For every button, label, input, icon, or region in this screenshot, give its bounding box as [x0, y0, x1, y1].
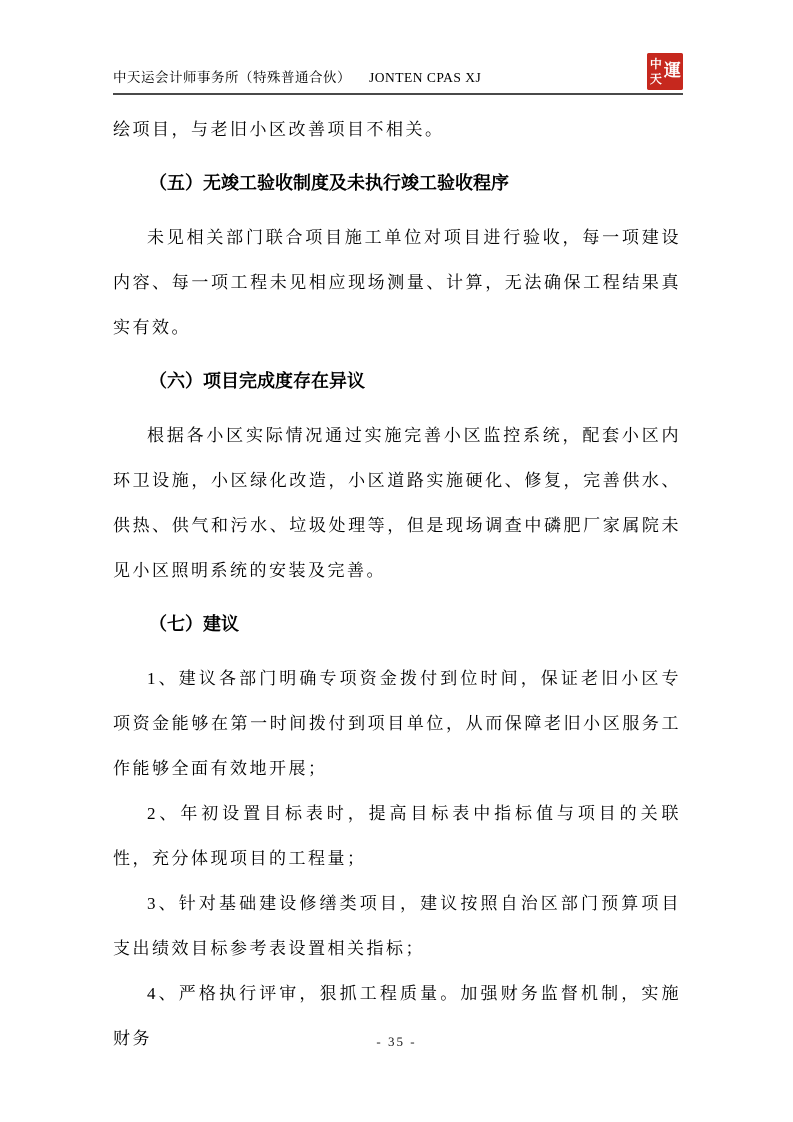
firm-name-english: JONTEN CPAS XJ	[369, 70, 482, 85]
document-body	[113, 107, 681, 1061]
suggestion-item-2: 2、年初设置目标表时，提高目标表中指标值与项目的关联性，充分体现项目的工程量；	[113, 804, 681, 868]
page-number: - 35 -	[376, 1034, 417, 1049]
seal-char-top-left: 中	[649, 56, 662, 71]
section-heading-6: （六）项目完成度存在异议	[149, 371, 365, 392]
seal-char-right: 運	[663, 61, 681, 81]
suggestion-item-4: 4、严格执行评审，狠抓工程质量。加强财务监督机制，实施财务	[113, 984, 681, 1048]
seal-left-column	[647, 53, 663, 90]
suggestion-item-3: 3、针对基础建设修缮类项目，建议按照自治区部门预算项目支出绩效目标参考表设置相关指标；	[113, 894, 681, 958]
section-6-paragraph: 根据各小区实际情况通过实施完善小区监控系统，配套小区内环卫设施，小区绿化改造，小区道路实施硬化、修复，完善供水、供热、供气和污水、垃圾处理等，但是现场调查中磷肥厂家属院未见小区照明系统的安装及完善。	[113, 426, 681, 580]
seal-char-bottom-left: 天	[649, 72, 662, 87]
continuation-paragraph: 绘项目，与老旧小区改善项目不相关。	[113, 120, 445, 139]
section-heading-5: （五）无竣工验收制度及未执行竣工验收程序	[149, 173, 509, 194]
section-5-paragraph: 未见相关部门联合项目施工单位对项目进行验收，每一项建设内容、每一项工程未见相应现场测量、计算，无法确保工程结果真实有效。	[113, 228, 681, 337]
section-heading-7: （七）建议	[149, 614, 239, 635]
jonten-seal-icon	[647, 53, 683, 90]
letterhead	[113, 0, 683, 95]
letterhead-text	[113, 66, 683, 86]
suggestion-item-1: 1、建议各部门明确专项资金拨付到位时间，保证老旧小区专项资金能够在第一时间拨付到项目单位，从而保障老旧小区服务工作能够全面有效地开展；	[113, 669, 681, 778]
firm-name-chinese: 中天运会计师事务所（特殊普通合伙）	[113, 70, 351, 85]
